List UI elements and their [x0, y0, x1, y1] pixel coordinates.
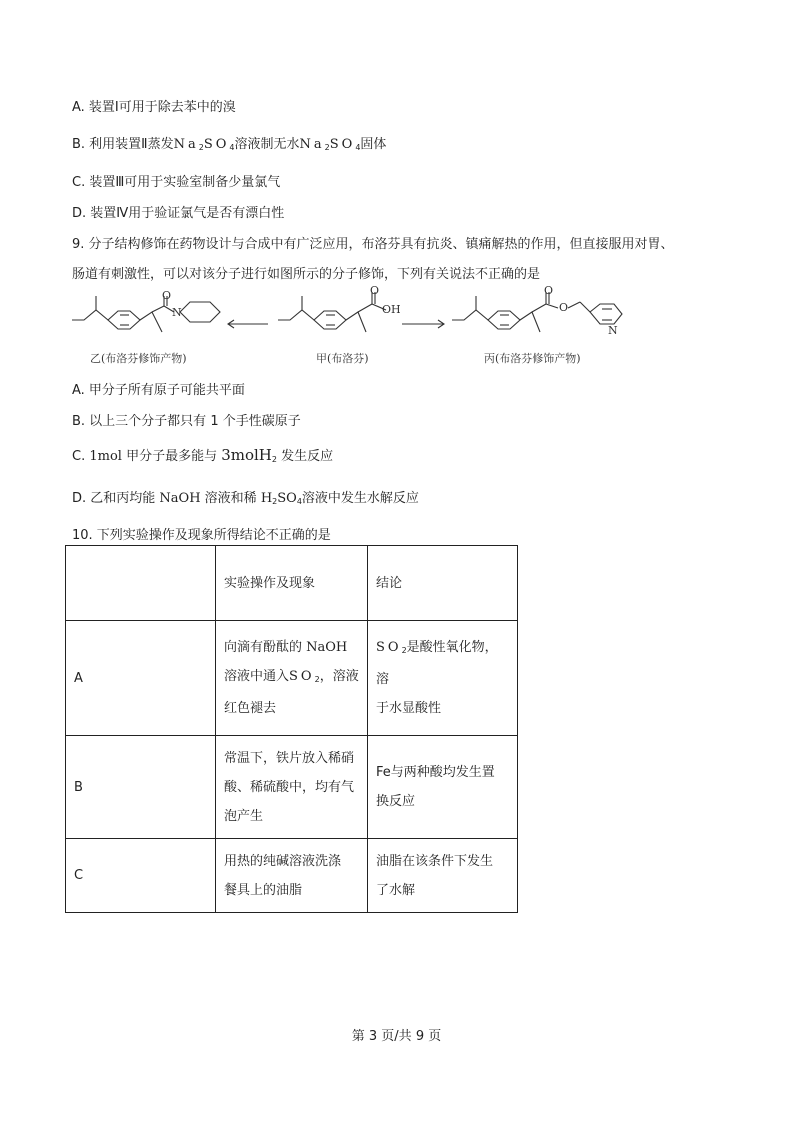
header-cell-conclusion: 结论 [368, 546, 518, 621]
row-b-conclusion: Fe与两种酸均发生置 换反应 [368, 736, 518, 839]
table-header-row [66, 546, 518, 621]
header-cell-operation: 实验操作及现象 [216, 546, 368, 621]
q9-stem [72, 230, 732, 290]
mol-bing-ester-o-label: O [559, 301, 569, 314]
ibuprofen-modification-figure [60, 282, 650, 372]
row-b-operation: 常温下，铁片放入稀硝 酸、稀硫酸中，均有气 泡产生 [216, 736, 368, 839]
q9-option-c: C. 1mol 甲分子最多能与 3molH$_2$ 发生反应 [72, 446, 334, 464]
q10-table [65, 545, 518, 913]
q9-option-d: D. 乙和丙均能 NaOH 溶液和稀 $H_2SO_4$溶液中发生水解反应 [72, 491, 419, 506]
row-c-conclusion: 油脂在该条件下发生 了水解 [368, 839, 518, 913]
page-footer: 第 3 页/共 9 页 [351, 1029, 442, 1044]
q10-stem: 10. 下列实验操作及现象所得结论不正确的是 [72, 528, 331, 543]
q9-stem-line1: 9. 分子结构修饰在药物设计与合成中有广泛应用，布洛芬具有抗炎、镇痛解热的作用，但直接服用对胃、 [72, 237, 674, 252]
table-row [66, 839, 518, 913]
row-c-operation: 用热的纯碱溶液洗涤 餐具上的油脂 [216, 839, 368, 913]
mol-jia-o-label: O [370, 284, 380, 297]
table-row [66, 736, 518, 839]
table-row [66, 621, 518, 736]
mol-bing-o-label: O [544, 284, 554, 297]
mol-yi-caption: 乙(布洛芬修饰产物) [90, 352, 187, 365]
q8-option-c: C. 装置Ⅲ可用于实验室制备少量氯气 [72, 175, 281, 190]
mol-jia-oh-label: OH [382, 303, 401, 316]
row-a-operation: 向滴有酚酞的 NaOH 溶液中通入$SO_2$，溶液 红色褪去 [216, 621, 368, 736]
row-b-label: B [66, 736, 216, 839]
mol-bing-caption: 丙(布洛芬修饰产物) [484, 352, 581, 365]
row-a-conclusion: $SO_2$是酸性氧化物，溶 于水显酸性 [368, 621, 518, 736]
row-a-label: A [66, 621, 216, 736]
mol-yi-o-label: O [162, 289, 172, 302]
q9-option-a: A. 甲分子所有原子可能共平面 [72, 383, 245, 398]
row-c-label: C [66, 839, 216, 913]
q8-option-b: B. 利用装置Ⅱ蒸发$Na_2SO_4$溶液制无水$Na_2SO_4$固体 [72, 137, 387, 152]
mol-jia-caption: 甲(布洛芬) [316, 352, 369, 365]
q8-option-d: D. 装置Ⅳ用于验证氯气是否有漂白性 [72, 206, 285, 221]
q8-option-a: A. 装置Ⅰ可用于除去苯中的溴 [72, 100, 236, 115]
mol-yi-n-label: N [172, 306, 182, 319]
q9-stem-line2: 肠道有刺激性，可以对该分子进行如图所示的分子修饰，下列有关说法不正确的是 [72, 267, 541, 282]
header-cell-blank [66, 546, 216, 621]
q9-option-b: B. 以上三个分子都只有 1 个手性碳原子 [72, 414, 301, 429]
mol-bing-n-label: N [608, 324, 618, 337]
